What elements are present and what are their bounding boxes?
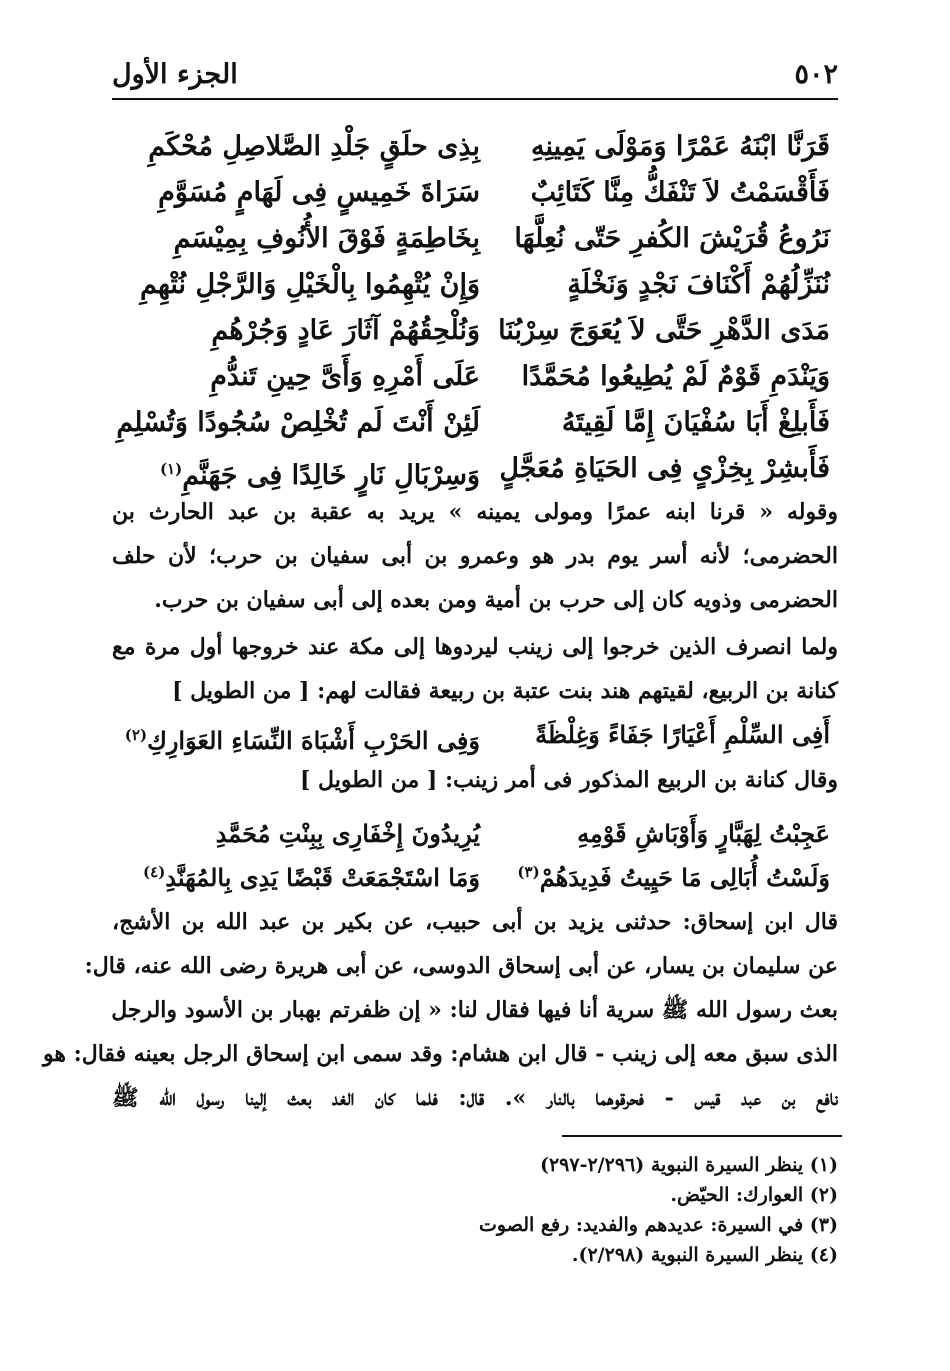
footnote: (٣) في السيرة: عديدهم والفديد: رفع الصوت bbox=[479, 1214, 838, 1236]
verse-first-hemistich: فَأَقْسَمْتُ لاَ تَنْفَكُّ مِنَّا كَتَائِبٌ bbox=[530, 177, 830, 208]
footnote: (٢) العوارك: الحيّض. bbox=[670, 1184, 838, 1206]
verse-second-hemistich: بِخَاطِمَةٍ فَوْقَ الأُنُوفِ بِمِيْسَمِ bbox=[173, 223, 480, 254]
verse-first-hemistich: أَفِى السِّلْمِ أَعْيَارًا جَفَاءً وَغِلْظَةً bbox=[535, 720, 830, 749]
verse-text: وَمَا اسْتَجْمَعَتْ قَبْضًا يَدِى بِالمُهَنَّدِ bbox=[165, 863, 480, 892]
footnote: (٤) ينظر السيرة النبوية (٢/٢٩٨). bbox=[571, 1244, 838, 1266]
verse-first-hemistich bbox=[470, 854, 830, 896]
text-line: وقوله « قرنا ابنه عمرًا ومولى يمينه » يريد به عقبة بن عبد الحارث بن bbox=[112, 499, 838, 525]
verse-line bbox=[112, 854, 838, 892]
verse-second-hemistich: وَنُلْحِقُهُمْ آثَارَ عَادٍ وَجُرْهُمِ bbox=[211, 315, 480, 346]
footnote-marker: (٢) bbox=[124, 726, 148, 744]
verse-line bbox=[112, 310, 838, 356]
verse-line bbox=[112, 717, 838, 755]
verse-line bbox=[112, 172, 838, 218]
footnote-marker: (٤) bbox=[143, 863, 166, 881]
verse-second-hemistich: عَلَى أَمْرِهِ وَأَىَّ حِينِ تَندُّمِ bbox=[210, 361, 480, 392]
verse-second-hemistich: بِذِى حلَقٍ جَلْدِ الصَّلاصِلِ مُحْكَمِ bbox=[148, 131, 480, 162]
verse-line bbox=[112, 126, 838, 172]
verse-first-hemistich: نُنَزِّلُهُمْ أَكْنَافَ نَجْدٍ وَنَخْلَةٍ bbox=[567, 269, 830, 300]
text-line: الحضرمى وذويه كان إلى حرب بن أمية ومن بعده إلى أبى سفيان بن حرب. bbox=[154, 587, 838, 613]
verse-first-hemistich: فَأَبلِغْ أَبَا سُفْيَانَ إِمَّا لَقِيتَهُ bbox=[561, 407, 830, 438]
verse-second-hemistich: سَرَاةَ خَمِيسٍ فِى لَهَامٍ مُسَوَّمِ bbox=[158, 177, 480, 208]
footnote-marker: (١) bbox=[159, 460, 183, 478]
narrative-paragraph bbox=[112, 625, 838, 713]
poem-block-2 bbox=[112, 816, 838, 892]
verse-line bbox=[112, 356, 838, 402]
verse-first-hemistich: قَرَنَّا ابْنَهُ عَمْرًا وَمَوْلَى يَمِينِهِ bbox=[531, 131, 830, 162]
verse-second-hemistich: يُرِيدُونَ إِخْفَارِى بِبِنْتِ مُحَمَّدِ bbox=[215, 819, 480, 848]
verse-text: وَلَسْتُ أُبَالِى مَا حَيِيتُ فَدِيدَهُمْ bbox=[539, 863, 830, 892]
verse-line bbox=[112, 402, 838, 448]
verse-second-hemistich: لَئِنْ أَنْتَ لَم تُخْلِصْ سُجُودًا وَتُسْلِمِ bbox=[116, 407, 480, 438]
poem-block-1 bbox=[112, 126, 838, 494]
text-line: قال ابن إسحاق: حدثنى يزيد بن أبى حبيب، عن بكير بن عبد الله بن الأشج، bbox=[112, 909, 838, 935]
text-line: نافع بن عبد قيس - فحرقوهما بالنار ». قال: فلما كان الغد بعث إلينا رسول الله ﷺ bbox=[112, 1085, 838, 1111]
text-line: عن سليمان بن يسار، عن أبى إسحاق الدوسى، عن أبى هريرة رضى الله عنه، قال: bbox=[84, 953, 838, 979]
commentary-paragraph bbox=[112, 490, 838, 622]
footnote-marker: (٣) bbox=[517, 863, 540, 881]
footnote-divider bbox=[562, 1135, 842, 1137]
text-line: الحضرمى؛ لأنه أسر يوم بدر هو وعمرو بن أبى سفيان بن حرب؛ لأن حلف bbox=[112, 543, 838, 569]
part-title: الجزء الأول bbox=[112, 59, 238, 90]
header-divider bbox=[112, 98, 838, 100]
verse-second-hemistich bbox=[120, 854, 480, 896]
text-line: كنانة بن الربيع، لقيتهم هند بنت عتبة بن ربيعة فقالت لهم: [ من الطويل ] bbox=[172, 678, 838, 704]
text-line: وقال كنانة بن الربيع المذكور فى أمر زينب: [ من الطويل ] bbox=[299, 767, 838, 793]
verse-first-hemistich: مَدَى الدَّهْرِ حَتَّى لاَ يُعَوَجَ سِرْبُنَا bbox=[498, 315, 830, 346]
hadith-paragraph bbox=[43, 900, 838, 1120]
verse-line bbox=[112, 264, 838, 310]
verse-text: وَفِى الحَرْبِ أَشْبَاهَ النِّسَاءِ العَوَارِكِ bbox=[147, 726, 480, 755]
running-header bbox=[112, 55, 838, 103]
verse-line bbox=[112, 448, 838, 494]
intro-line bbox=[112, 758, 838, 802]
verse-first-hemistich: عَجِبْتُ لِهَبَّارٍ وَأَوْبَاشِ قَوْمِهِ bbox=[577, 819, 830, 848]
verse-first-hemistich: وَيَنْدَمِ قَوْمٌ لَمْ يُطِيعُوا مُحَمَّدًا bbox=[521, 361, 830, 392]
page-number: ٥٠٢ bbox=[794, 59, 838, 90]
verse-second-hemistich bbox=[120, 717, 480, 759]
verse-second-hemistich: وَإِنْ يُتْهِمُوا بِالْخَيْلِ وَالرَّجْلِ نُتْهِمِ bbox=[139, 269, 480, 300]
footnotes bbox=[112, 1150, 838, 1270]
verse-text: وَسِرْبَالِ نَارٍ خَالِدًا فِى جَهَنَّمِ bbox=[182, 460, 480, 491]
verse-hind bbox=[112, 717, 838, 755]
verse-first-hemistich: نَرُوعُ قُرَيْشَ الكُفرِ حَتّى نُعِلَّهَا bbox=[514, 223, 830, 254]
footnote: (١) ينظر السيرة النبوية (٢/٢٩٦-٢٩٧) bbox=[539, 1154, 838, 1176]
verse-first-hemistich: فَأَبشِرْ بِخِزْىٍ فِى الحَيَاةِ مُعَجَّلٍ bbox=[499, 453, 830, 484]
text-line: الذى سبق معه إلى زينب - قال ابن هشام: وقد سمى ابن إسحاق الرجل بعينه فقال: هو bbox=[43, 1041, 838, 1067]
text-line: ولما انصرف الذين خرجوا إلى زينب ليردوها إلى مكة عند خروجها أول مرة مع bbox=[112, 634, 838, 660]
verse-line bbox=[112, 816, 838, 854]
text-line: بعث رسول الله ﷺ سرية أنا فيها فقال لنا: « إن ظفرتم بهبار بن الأسود والرجل bbox=[111, 997, 838, 1023]
verse-line bbox=[112, 218, 838, 264]
